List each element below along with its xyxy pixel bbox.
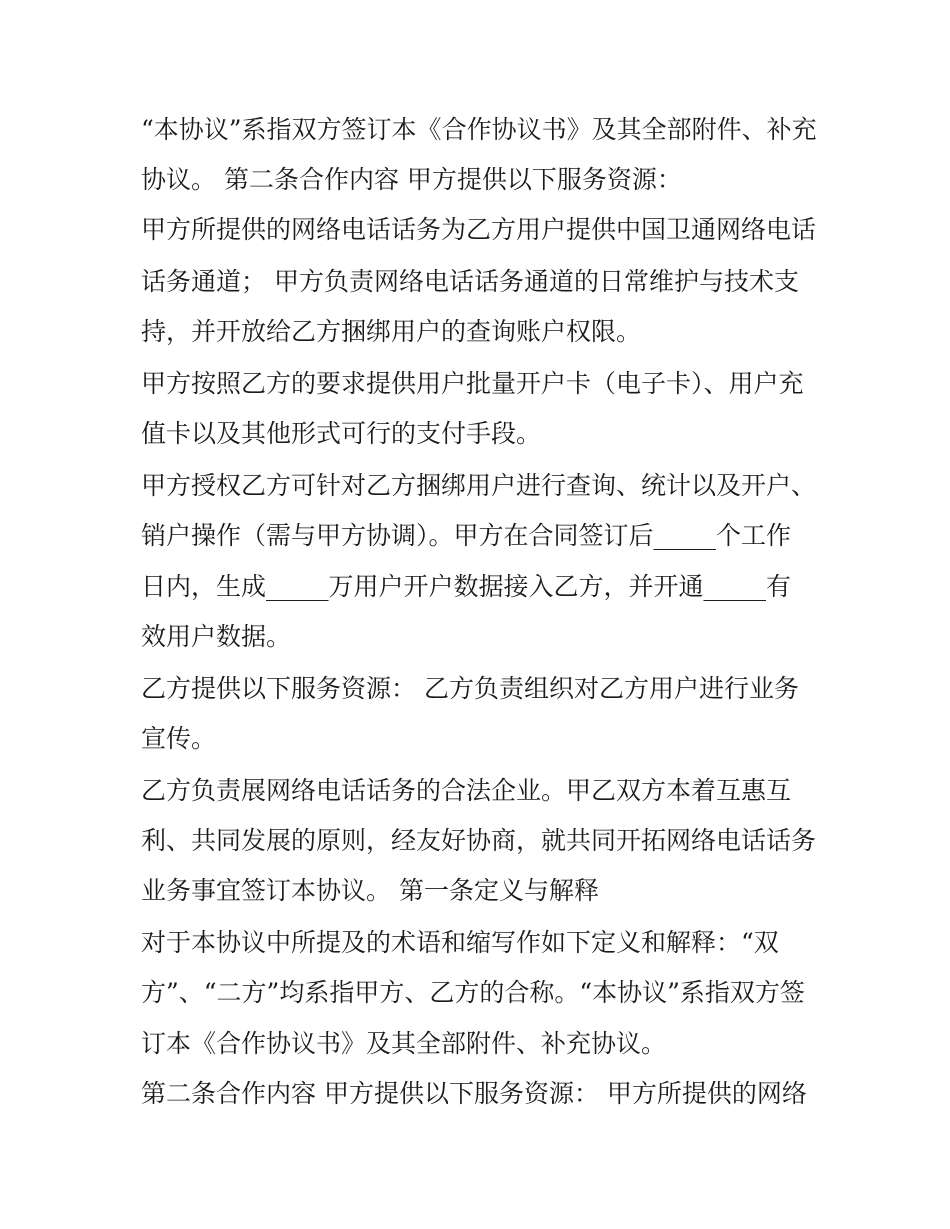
- text-line: 订本《合作协议书》及其全部附件、补充协议。: [141, 1029, 667, 1058]
- text-line: 甲方按照乙方的要求提供用户批量开户卡（电子卡）、用户充: [141, 369, 804, 398]
- text-line: 方”、“二方”均系指甲方、乙方的合称。“本协议”系指双方签: [141, 978, 805, 1007]
- text-line: 乙方提供以下服务资源： 乙方负责组织对乙方用户进行业务: [141, 674, 799, 703]
- text-line: 效用户数据。: [141, 622, 292, 651]
- text-line: 甲方所提供的网络电话话务为乙方用户提供中国卫通网络电话: [141, 215, 817, 244]
- text-line: 协议。 第二条合作内容 甲方提供以下服务资源：: [141, 165, 682, 194]
- text-line: 日内，生成_____万用户开户数据接入乙方，并开通_____有: [141, 572, 792, 601]
- text-line: 宣传。: [141, 724, 217, 753]
- text-line: 值卡以及其他形式可行的支付手段。: [141, 419, 542, 448]
- text-line: 对于本协议中所提及的术语和缩写作如下定义和解释：“双: [141, 928, 779, 957]
- text-line: “本协议”系指双方签订本《合作协议书》及其全部附件、补充: [141, 115, 817, 144]
- text-line: 业务事宜签订本协议。 第一条定义与解释: [141, 876, 599, 905]
- text-line: 销户操作（需与甲方协调）。甲方在合同签订后_____个工作: [141, 521, 792, 550]
- text-line: 持，并开放给乙方捆绑用户的查询账户权限。: [141, 317, 642, 346]
- text-line: 话务通道； 甲方负责网络电话话务通道的日常维护与技术支: [141, 267, 799, 296]
- text-line: 乙方负责展网络电话话务的合法企业。甲乙双方本着互惠互: [141, 776, 792, 805]
- text-line: 利、共同发展的原则，经友好协商，就共同开拓网络电话话务: [141, 826, 817, 855]
- text-line: 甲方授权乙方可针对乙方捆绑用户进行查询、统计以及开户、: [141, 471, 817, 500]
- text-line: 第二条合作内容 甲方提供以下服务资源： 甲方所提供的网络: [141, 1079, 807, 1108]
